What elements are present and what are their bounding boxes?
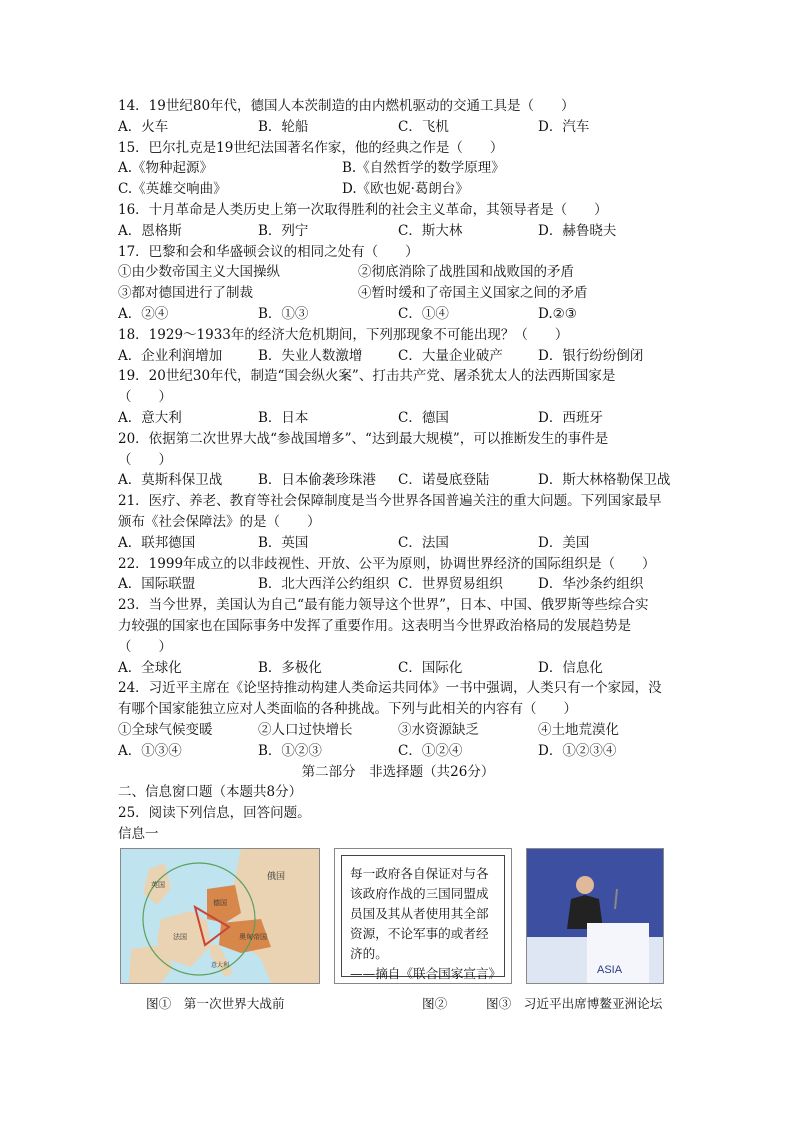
answer-option: C．诺曼底登陆 <box>398 472 490 489</box>
question-stem: 23．当今世界，美国认为自己“最有能力领导这个世界”，日本、中国、俄罗斯等些综合实 <box>118 597 649 614</box>
forum-photo <box>527 849 663 983</box>
answer-option: C．法国 <box>398 534 449 551</box>
answer-option: D．银行纷纷倒闭 <box>538 347 644 364</box>
answer-option: B．轮船 <box>258 118 309 135</box>
question-stem: 25．阅读下列信息，回答问题。 <box>118 805 311 822</box>
option-row <box>118 346 678 367</box>
declaration-quote-figure <box>334 848 512 984</box>
answer-option: C．斯大林 <box>398 222 463 239</box>
answer-option: A．恩格斯 <box>118 222 182 239</box>
figure1-caption: 图① 第一次世界大战前 <box>146 996 285 1011</box>
answer-option: C．世界贸易组织 <box>398 576 503 593</box>
question-stem: （ ） <box>118 389 172 406</box>
section-heading: 二、信息窗口题（本题共8分） <box>118 784 303 801</box>
question-stem: 有哪个国家能独立应对人类面临的各种挑战。下列与此相关的内容有（ ） <box>118 701 577 718</box>
answer-option: C.《英雄交响曲》 <box>118 181 227 198</box>
question-stem: 19．20世纪30年代，制造“国会纵火案”、打击共产党、屠杀犹太人的法西斯国家是 <box>118 368 616 385</box>
statement-item: ②人口过快增长 <box>258 721 353 738</box>
question-stem: 20．依据第二次世界大战“参战国增多”、“达到最大规模”，可以推断发生的事件是 <box>118 430 609 447</box>
answer-option: C．①②④ <box>398 742 463 759</box>
question-stem: 力较强的国家也在国际事务中发挥了重要作用。这表明当今世界政治格局的发展趋势是 <box>118 617 631 634</box>
info-label: 信息一 <box>118 825 159 842</box>
option-row <box>118 304 678 325</box>
forum-photo-figure <box>526 848 664 984</box>
question-stem: 14．19世纪80年代，德国人本茨制造的由内燃机驱动的交通工具是（ ） <box>118 98 575 114</box>
answer-option: D．美国 <box>538 534 590 551</box>
statement-item: ②彻底消除了战胜国和战败国的矛盾 <box>358 264 574 281</box>
answer-option: A．联邦德国 <box>118 534 196 551</box>
answer-option: A．全球化 <box>118 659 182 676</box>
answer-option: A．企业利润增加 <box>118 347 223 364</box>
question-stem: 颁布《社会保障法》的是（ ） <box>118 513 321 530</box>
option-row <box>118 658 678 679</box>
answer-option: D.《欧也妮·葛朗台》 <box>342 181 469 198</box>
question-stem: 16．十月革命是人类历史上第一次取得胜利的社会主义革命，其领导者是（ ） <box>118 201 608 218</box>
map-label: 意大利 <box>211 962 230 969</box>
answer-option: B.《自然哲学的数学原理》 <box>342 160 505 177</box>
answer-option: B．失业人数激增 <box>258 347 363 364</box>
answer-option: A．②④ <box>118 305 169 322</box>
question-stem: 24．习近平主席在《论坚持推动构建人类命运共同体》一书中强调，人类只有一个家园，没 <box>118 680 662 697</box>
figure2-caption: 图② <box>422 996 448 1011</box>
europe-map <box>121 849 319 983</box>
statement-item: ③水资源缺乏 <box>398 721 479 738</box>
statement-item: ④暂时缓和了帝国主义国家之间的矛盾 <box>358 285 588 302</box>
figure3-caption: 图③ 习近平出席博鳌亚洲论坛 <box>486 996 663 1011</box>
question-stem: 17．巴黎和会和华盛顿会议的相同之处有（ ） <box>118 243 419 260</box>
option-row <box>118 470 678 491</box>
answer-option: C．飞机 <box>398 118 449 135</box>
quote-text: 每一政府各自保证对与各该政府作战的三国同盟成员国及其从者使用其全部资源，不论军事的或者经济的。 <box>350 866 489 961</box>
answer-option: A．国际联盟 <box>118 576 196 593</box>
question-stem: 18．1929～1933年的经济大危机期间，下列那现象不可能出现？（ ） <box>118 326 569 343</box>
question-stem: （ ） <box>118 638 172 655</box>
statement-row <box>118 720 678 741</box>
answer-option: A．火车 <box>118 118 169 135</box>
answer-option: D．信息化 <box>538 659 603 676</box>
map-label: 德国 <box>213 899 227 907</box>
option-row <box>118 741 678 762</box>
answer-option: A．①③④ <box>118 742 182 759</box>
europe-map-figure <box>120 848 320 984</box>
info-figures <box>120 848 680 1018</box>
option-row <box>118 408 678 429</box>
answer-option: B．列宁 <box>258 222 309 239</box>
statement-item: ①由少数帝国主义大国操纵 <box>118 264 280 281</box>
answer-option: D．西班牙 <box>538 409 603 426</box>
map-label: 俄国 <box>267 872 286 882</box>
answer-option: D．华沙条约组织 <box>538 576 644 593</box>
statement-row <box>118 262 678 283</box>
answer-option: B．①②③ <box>258 742 322 759</box>
question-stem: 22．1999年成立的以非歧视性、开放、公平为原则，协调世界经济的国际组织是（ ） <box>118 555 656 572</box>
map-label: 奥匈帝国 <box>239 933 267 941</box>
answer-option: B．英国 <box>258 534 309 551</box>
option-row <box>118 179 678 200</box>
answer-option: C．①④ <box>398 305 449 322</box>
quote-source: ——摘自《联合国家宣言》 <box>350 966 502 981</box>
option-row <box>118 158 678 179</box>
option-row <box>118 221 678 242</box>
answer-option: A．意大利 <box>118 409 182 426</box>
statement-item: ①全球气候变暖 <box>118 721 213 738</box>
answer-option: B．多极化 <box>258 659 322 676</box>
question-stem: 15．巴尔扎克是19世纪法国著名作家，他的经典之作是（ ） <box>118 139 504 156</box>
question-list <box>118 96 678 845</box>
question-stem: （ ） <box>118 451 172 468</box>
answer-option: B．北大西洋公约组织 <box>258 576 390 593</box>
statement-row <box>118 283 678 304</box>
statement-item: ④土地荒漠化 <box>538 721 619 738</box>
answer-option: A.《物种起源》 <box>118 160 214 177</box>
answer-option: D．赫鲁晓夫 <box>538 222 617 239</box>
answer-option: D．①②③④ <box>538 742 617 759</box>
answer-option: B．①③ <box>258 305 309 322</box>
option-row <box>118 533 678 554</box>
podium-text: ASIA <box>597 964 623 976</box>
answer-option: C．国际化 <box>398 659 463 676</box>
answer-option: C．大量企业破产 <box>398 347 503 364</box>
answer-option: D.②③ <box>538 305 577 322</box>
answer-option: B．日本 <box>258 409 309 426</box>
option-row <box>118 117 678 138</box>
question-stem: 21．医疗、养老、教育等社会保障制度是当今世界各国普遍关注的重大问题。下列国家最早 <box>118 493 662 510</box>
answer-option: D．斯大林格勒保卫战 <box>538 472 671 489</box>
answer-option: B．日本偷袭珍珠港 <box>258 472 376 489</box>
option-row <box>118 574 678 595</box>
part-title: 第二部分 非选择题（共26分） <box>301 763 495 780</box>
answer-option: A．莫斯科保卫战 <box>118 472 223 489</box>
statement-item: ③都对德国进行了制裁 <box>118 285 253 302</box>
map-label: 英国 <box>151 881 165 889</box>
answer-option: D．汽车 <box>538 118 590 135</box>
map-label: 法国 <box>173 933 187 941</box>
answer-option: C．德国 <box>398 409 449 426</box>
